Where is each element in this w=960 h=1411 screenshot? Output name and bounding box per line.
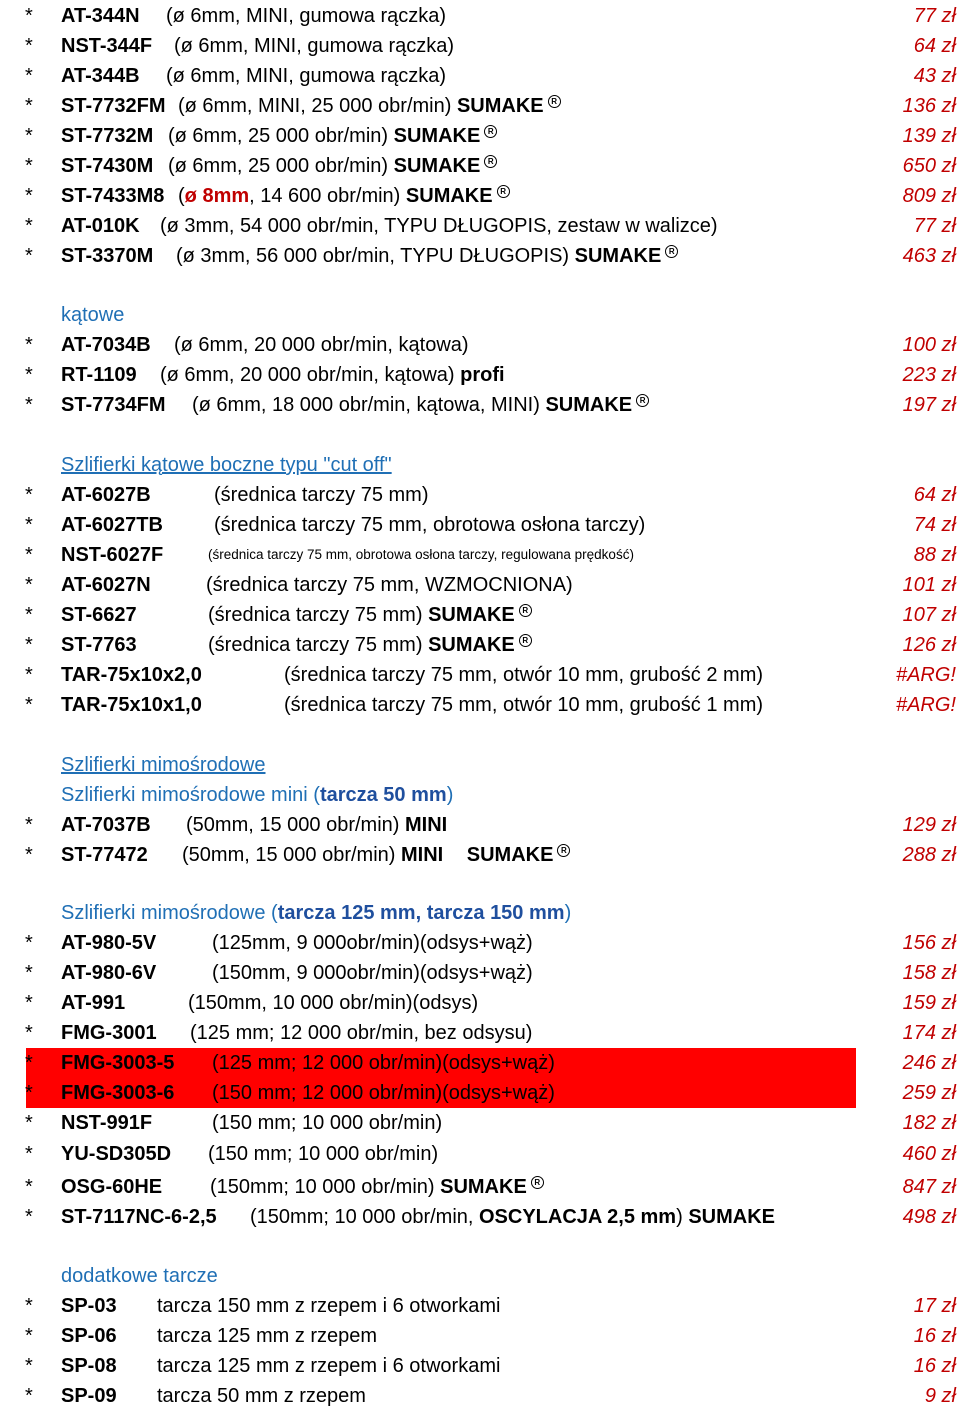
bullet: * <box>25 694 33 716</box>
product-suffix: profi <box>460 364 505 386</box>
brand-name: SUMAKE <box>688 1206 775 1228</box>
product-description: (ø 6mm, 25 000 obr/min) <box>168 155 389 177</box>
product-description: (średnica tarczy 75 mm, otwór 10 mm, grubość 1 mm) <box>284 694 764 716</box>
product-suffix: MINI <box>404 814 448 836</box>
product-code: SP-03 <box>61 1295 117 1317</box>
list-item <box>0 1381 960 1411</box>
product-code: AT-980-5V <box>61 932 157 954</box>
product-description: (125mm, 9 000obr/min)(odsys+wąż) <box>212 932 533 954</box>
product-price: 158 zł <box>902 962 956 984</box>
subsection-heading-close: ) <box>446 784 454 806</box>
list-item <box>0 988 960 1018</box>
product-description: (150mm; 10 000 obr/min) <box>210 1176 435 1198</box>
product-code: AT-6027B <box>61 484 151 506</box>
list-item <box>0 958 960 988</box>
product-description: (ø 6mm, MINI, gumowa rączka) <box>174 35 455 57</box>
product-price: 101 zł <box>902 574 956 596</box>
product-description-highlight: OSCYLACJA 2,5 mm <box>479 1206 677 1228</box>
list-item <box>0 121 960 151</box>
list-item <box>0 1321 960 1351</box>
registered-icon: R <box>519 604 532 617</box>
bullet: * <box>25 932 33 954</box>
product-price: 159 zł <box>902 992 956 1014</box>
product-code: NST-344F <box>61 35 153 57</box>
product-price: 463 zł <box>902 245 956 267</box>
product-code: RT-1109 <box>61 364 137 386</box>
brand-name: SUMAKE <box>405 185 493 207</box>
product-description: (150mm, 10 000 obr/min)(odsys) <box>188 992 479 1014</box>
product-description-open: (150mm; 10 000 obr/min, <box>250 1206 479 1228</box>
product-description-highlight: ø 8mm <box>184 185 250 207</box>
bullet: * <box>25 992 33 1014</box>
product-price: 16 zł <box>913 1325 956 1347</box>
bullet: * <box>25 1295 33 1317</box>
list-item <box>0 1202 960 1232</box>
registered-icon: R <box>665 245 678 258</box>
list-item <box>0 570 960 600</box>
registered-icon: R <box>484 125 497 138</box>
bullet: * <box>25 1325 33 1347</box>
product-price: 223 zł <box>902 364 956 386</box>
product-price: 126 zł <box>902 634 956 656</box>
product-description: (50mm, 15 000 obr/min) <box>186 814 400 836</box>
product-price: 17 zł <box>913 1295 956 1317</box>
product-price: 847 zł <box>902 1176 956 1198</box>
list-item <box>0 690 960 720</box>
list-item <box>0 360 960 390</box>
product-code: FMG-3003-5 <box>61 1052 175 1074</box>
bullet: * <box>25 185 33 207</box>
bullet: * <box>25 394 33 416</box>
brand-name: SUMAKE <box>440 1176 527 1198</box>
bullet: * <box>25 364 33 386</box>
product-code: ST-7430M <box>61 155 154 177</box>
subsection-heading-large <box>61 898 571 928</box>
product-code: ST-77472 <box>61 844 148 866</box>
product-price: 64 zł <box>913 35 956 57</box>
subsection-heading-mini <box>61 780 453 810</box>
subsection-heading-text: Szlifierki mimośrodowe mini ( <box>61 784 320 806</box>
product-price: 498 zł <box>902 1206 956 1228</box>
registered-icon: R <box>484 155 497 168</box>
list-item <box>0 31 960 61</box>
product-code: ST-7732M <box>61 125 154 147</box>
bullet: * <box>25 574 33 596</box>
list-item <box>0 1018 960 1048</box>
list-item <box>0 1 960 31</box>
bullet: * <box>25 484 33 506</box>
product-price: 650 zł <box>902 155 956 177</box>
bullet: * <box>25 1385 33 1407</box>
registered-icon: R <box>519 634 532 647</box>
product-code: FMG-3003-6 <box>61 1082 175 1104</box>
registered-icon: R <box>531 1176 544 1189</box>
product-description: (średnica tarczy 75 mm, obrotowa osłona tarczy) <box>214 514 646 536</box>
product-description: (średnica tarczy 75 mm, obrotowa osłona tarczy, regulowana prędkość) <box>208 547 634 562</box>
product-code: SP-09 <box>61 1385 117 1407</box>
product-code: FMG-3001 <box>61 1022 157 1044</box>
section-heading-orbital: Szlifierki mimośrodowe <box>61 754 266 776</box>
brand-name: SUMAKE <box>393 155 481 177</box>
bullet: * <box>25 962 33 984</box>
subsection-heading-close: ) <box>564 902 572 924</box>
product-code: SP-08 <box>61 1355 117 1377</box>
list-item <box>0 1172 960 1202</box>
product-description: (50mm, 15 000 obr/min) <box>182 844 396 866</box>
list-item <box>0 810 960 840</box>
product-price: 107 zł <box>902 604 956 626</box>
list-item <box>0 390 960 420</box>
bullet: * <box>25 1206 33 1228</box>
product-code: ST-6627 <box>61 604 137 626</box>
bullet: * <box>25 65 33 87</box>
product-code: AT-980-6V <box>61 962 157 984</box>
product-price: #ARG! <box>895 694 956 716</box>
product-description: (ø 6mm, 18 000 obr/min, kątowa, MINI) <box>192 394 540 416</box>
product-description: (średnica tarczy 75 mm) <box>214 484 429 506</box>
product-description: (ø 6mm, 20 000 obr/min, kątowa) <box>174 334 469 356</box>
bullet: * <box>25 35 33 57</box>
product-price: 288 zł <box>902 844 956 866</box>
product-description-open: ( <box>178 185 185 207</box>
product-description: (średnica tarczy 75 mm) <box>208 634 423 656</box>
product-code: YU-SD305D <box>61 1143 172 1165</box>
product-price: #ARG! <box>895 664 956 686</box>
product-price: 156 zł <box>902 932 956 954</box>
product-description: (średnica tarczy 75 mm, otwór 10 mm, grubość 2 mm) <box>284 664 764 686</box>
product-price: 74 zł <box>913 514 956 536</box>
product-price: 259 zł <box>902 1082 956 1104</box>
list-item <box>0 1291 960 1321</box>
bullet: * <box>25 334 33 356</box>
brand-name: SUMAKE <box>428 604 515 626</box>
product-description-rest: ) <box>676 1206 683 1228</box>
list-item-highlighted <box>0 1078 960 1108</box>
list-item <box>0 660 960 690</box>
product-description: tarcza 125 mm z rzepem i 6 otworkami <box>157 1355 501 1377</box>
registered-icon: R <box>497 185 510 198</box>
product-price: 64 zł <box>913 484 956 506</box>
subsection-heading-highlight: tarcza 50 mm <box>319 784 447 806</box>
product-price: 809 zł <box>902 185 956 207</box>
bullet: * <box>25 1176 33 1198</box>
section-heading-angular: kątowe <box>61 304 125 326</box>
bullet: * <box>25 95 33 117</box>
bullet: * <box>25 1052 33 1074</box>
product-description: tarcza 50 mm z rzepem <box>157 1385 366 1407</box>
registered-icon: R <box>636 394 649 407</box>
list-item <box>0 480 960 510</box>
product-price: 136 zł <box>902 95 956 117</box>
bullet: * <box>25 814 33 836</box>
list-item <box>0 510 960 540</box>
product-code: AT-7037B <box>61 814 151 836</box>
product-description: (ø 6mm, 20 000 obr/min, kątowa) <box>160 364 455 386</box>
product-price: 16 zł <box>913 1355 956 1377</box>
product-code: AT-6027N <box>61 574 151 596</box>
product-code: ST-7763 <box>61 634 137 656</box>
product-code: AT-344B <box>61 65 140 87</box>
brand-name: SUMAKE <box>393 125 481 147</box>
bullet: * <box>25 544 33 566</box>
bullet: * <box>25 634 33 656</box>
product-code: AT-344N <box>61 5 140 27</box>
bullet: * <box>25 1082 33 1104</box>
product-price: 77 zł <box>913 215 956 237</box>
list-item <box>0 181 960 211</box>
product-description: tarcza 125 mm z rzepem <box>157 1325 378 1347</box>
product-code: NST-991F <box>61 1112 153 1134</box>
list-item <box>0 1139 960 1169</box>
product-description: (150mm, 9 000obr/min)(odsys+wąż) <box>212 962 533 984</box>
brand-name: SUMAKE <box>574 245 662 267</box>
product-price: 88 zł <box>913 544 956 566</box>
product-code: AT-991 <box>61 992 126 1014</box>
product-code: ST-3370M <box>61 245 154 267</box>
product-code: SP-06 <box>61 1325 117 1347</box>
product-price: 182 zł <box>902 1112 956 1134</box>
list-item <box>0 91 960 121</box>
list-item <box>0 540 960 570</box>
list-item <box>0 840 960 870</box>
brand-name: SUMAKE <box>466 844 554 866</box>
product-description: (ø 6mm, 25 000 obr/min) <box>168 125 389 147</box>
product-code: NST-6027F <box>61 544 164 566</box>
brand-name: SUMAKE <box>456 95 544 117</box>
list-item <box>0 330 960 360</box>
product-code: ST-7732FM <box>61 95 166 117</box>
product-description: (150 mm; 10 000 obr/min) <box>208 1143 439 1165</box>
product-code: ST-7734FM <box>61 394 166 416</box>
product-code: AT-7034B <box>61 334 151 356</box>
product-description: (ø 6mm, MINI, gumowa rączka) <box>166 5 447 27</box>
product-price: 174 zł <box>902 1022 956 1044</box>
product-price: 129 zł <box>902 814 956 836</box>
section-heading-cutoff: Szlifierki kątowe boczne typu "cut off" <box>61 454 392 476</box>
product-description: (ø 6mm, MINI, 25 000 obr/min) <box>178 95 452 117</box>
product-price: 460 zł <box>902 1143 956 1165</box>
product-description: (125 mm; 12 000 obr/min)(odsys+wąż) <box>212 1052 555 1074</box>
product-description: tarcza 150 mm z rzepem i 6 otworkami <box>157 1295 501 1317</box>
subsection-heading-highlight: tarcza 125 mm, tarcza 150 mm <box>277 902 565 924</box>
list-item <box>0 241 960 271</box>
bullet: * <box>25 604 33 626</box>
product-description: (ø 3mm, 54 000 obr/min, TYPU DŁUGOPIS, zestaw w walizce) <box>160 215 718 237</box>
product-code: ST-7433M8 <box>61 185 165 207</box>
product-price: 139 zł <box>902 125 956 147</box>
list-item-highlighted <box>0 1048 960 1078</box>
product-description: (ø 3mm, 56 000 obr/min, TYPU DŁUGOPIS) <box>176 245 570 267</box>
bullet: * <box>25 664 33 686</box>
product-code: AT-6027TB <box>61 514 163 536</box>
bullet: * <box>25 215 33 237</box>
bullet: * <box>25 125 33 147</box>
brand-name: SUMAKE <box>545 394 633 416</box>
product-price: 77 zł <box>913 5 956 27</box>
bullet: * <box>25 155 33 177</box>
product-description: (150 mm; 10 000 obr/min) <box>212 1112 443 1134</box>
bullet: * <box>25 1112 33 1134</box>
product-description: (średnica tarczy 75 mm, WZMOCNIONA) <box>206 574 573 596</box>
list-item <box>0 151 960 181</box>
section-heading-pads: dodatkowe tarcze <box>61 1265 218 1287</box>
product-code: TAR-75x10x1,0 <box>61 694 202 716</box>
list-item <box>0 1108 960 1138</box>
product-suffix: MINI <box>400 844 444 866</box>
product-description: (150 mm; 12 000 obr/min)(odsys+wąż) <box>212 1082 555 1104</box>
list-item <box>0 211 960 241</box>
product-price: 197 zł <box>902 394 956 416</box>
product-price: 246 zł <box>902 1052 956 1074</box>
list-item <box>0 630 960 660</box>
product-description: (125 mm; 12 000 obr/min, bez odsysu) <box>190 1022 533 1044</box>
product-code: AT-010K <box>61 215 140 237</box>
product-description: (ø 6mm, MINI, gumowa rączka) <box>166 65 447 87</box>
subsection-heading-text: Szlifierki mimośrodowe ( <box>61 902 278 924</box>
bullet: * <box>25 5 33 27</box>
product-price: 100 zł <box>902 334 956 356</box>
bullet: * <box>25 514 33 536</box>
bullet: * <box>25 844 33 866</box>
product-code: TAR-75x10x2,0 <box>61 664 202 686</box>
list-item <box>0 61 960 91</box>
bullet: * <box>25 1143 33 1165</box>
brand-name: SUMAKE <box>428 634 515 656</box>
bullet: * <box>25 245 33 267</box>
product-description-rest: , 14 600 obr/min) <box>249 185 401 207</box>
product-price: 43 zł <box>913 65 956 87</box>
list-item <box>0 600 960 630</box>
list-item <box>0 928 960 958</box>
registered-icon: R <box>548 95 561 108</box>
product-code: OSG-60HE <box>61 1176 163 1198</box>
bullet: * <box>25 1022 33 1044</box>
bullet: * <box>25 1355 33 1377</box>
product-price: 9 zł <box>924 1385 956 1407</box>
registered-icon: R <box>557 844 570 857</box>
product-code: ST-7117NC-6-2,5 <box>61 1206 217 1228</box>
list-item <box>0 1351 960 1381</box>
product-description: (średnica tarczy 75 mm) <box>208 604 423 626</box>
